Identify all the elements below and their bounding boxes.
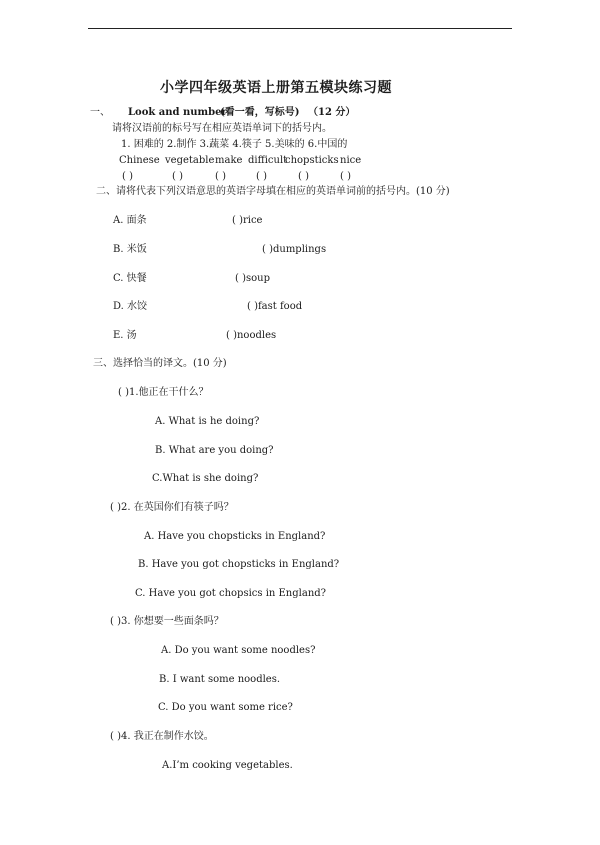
s3-q4-option-a[interactable]: A.I’m cooking vegetables.	[162, 760, 293, 771]
s3-q1-option-c[interactable]: C.What is she doing?	[152, 473, 259, 484]
word-chopsticks: chopsticks	[285, 155, 339, 166]
section1-heading: Look and number	[128, 107, 227, 118]
answer-blank-4[interactable]: ( )	[256, 171, 267, 182]
section1-heading-cn: (看一看，写标号)	[220, 107, 300, 118]
s2-chinese-b: B. 米饭	[113, 244, 147, 255]
section1-instruction: 请将汉语前的标号写在相应英语单词下的括号内。	[112, 123, 332, 134]
s2-chinese-c: C. 快餐	[113, 273, 147, 284]
s2-english-dumplings[interactable]: ( )dumplings	[262, 244, 327, 255]
word-make: make	[215, 155, 243, 166]
s3-q2-option-a[interactable]: A. Have you chopsticks in England?	[144, 531, 326, 542]
s3-question-1: ( )1.他正在干什么？	[118, 387, 209, 398]
answer-blank-1[interactable]: ( )	[122, 171, 133, 182]
s3-q2-option-c[interactable]: C. Have you got chopsics in England?	[135, 588, 327, 599]
s3-q2-option-b[interactable]: B. Have you got chopsticks in England?	[138, 559, 340, 570]
word-difficult: difficult	[248, 155, 288, 166]
section1-points: （12 分）	[308, 107, 356, 118]
s3-question-3: ( )3. 你想要一些面条吗？	[110, 616, 224, 627]
s2-english-rice[interactable]: ( )rice	[232, 215, 263, 226]
s2-english-soup[interactable]: ( )soup	[235, 273, 270, 284]
answer-blank-2[interactable]: ( )	[172, 171, 183, 182]
s2-english-noodles[interactable]: ( )noodles	[226, 330, 277, 341]
section2-heading: 二、请将代表下列汉语意思的英语字母填在相应的英语单词前的括号内。(10 分)	[96, 186, 450, 197]
s3-q1-option-b[interactable]: B. What are you doing?	[155, 445, 274, 456]
s2-chinese-d: D. 水饺	[113, 301, 148, 312]
s3-q1-option-a[interactable]: A. What is he doing?	[155, 416, 260, 427]
s2-chinese-a: A. 面条	[113, 215, 147, 226]
section1-items: 1. 困难的 2.制作 3.蔬菜 4.筷子 5.美味的 6.中国的	[121, 139, 348, 150]
s3-q3-option-c[interactable]: C. Do you want some rice?	[158, 702, 293, 713]
answer-blank-5[interactable]: ( )	[298, 171, 309, 182]
answer-blank-6[interactable]: ( )	[340, 171, 351, 182]
answer-blank-3[interactable]: ( )	[215, 171, 226, 182]
section1-number: 一、	[90, 107, 110, 118]
s3-q3-option-a[interactable]: A. Do you want some noodles?	[161, 645, 316, 656]
s2-english-fast-food[interactable]: ( )fast food	[247, 301, 303, 312]
word-nice: nice	[340, 155, 362, 166]
section3-heading: 三、选择恰当的译文。(10 分)	[93, 358, 227, 369]
s3-q3-option-b[interactable]: B. I want some noodles.	[159, 674, 281, 685]
word-vegetable: vegetable	[165, 155, 215, 166]
s3-question-2: ( )2. 在英国你们有筷子吗？	[110, 502, 234, 513]
s3-question-4: ( )4. 我正在制作水饺。	[110, 731, 214, 742]
top-rule	[88, 28, 512, 29]
s2-chinese-e: E. 汤	[113, 330, 137, 341]
page-title: 小学四年级英语上册第五模块练习题	[160, 80, 392, 96]
word-chinese: Chinese	[119, 155, 160, 166]
